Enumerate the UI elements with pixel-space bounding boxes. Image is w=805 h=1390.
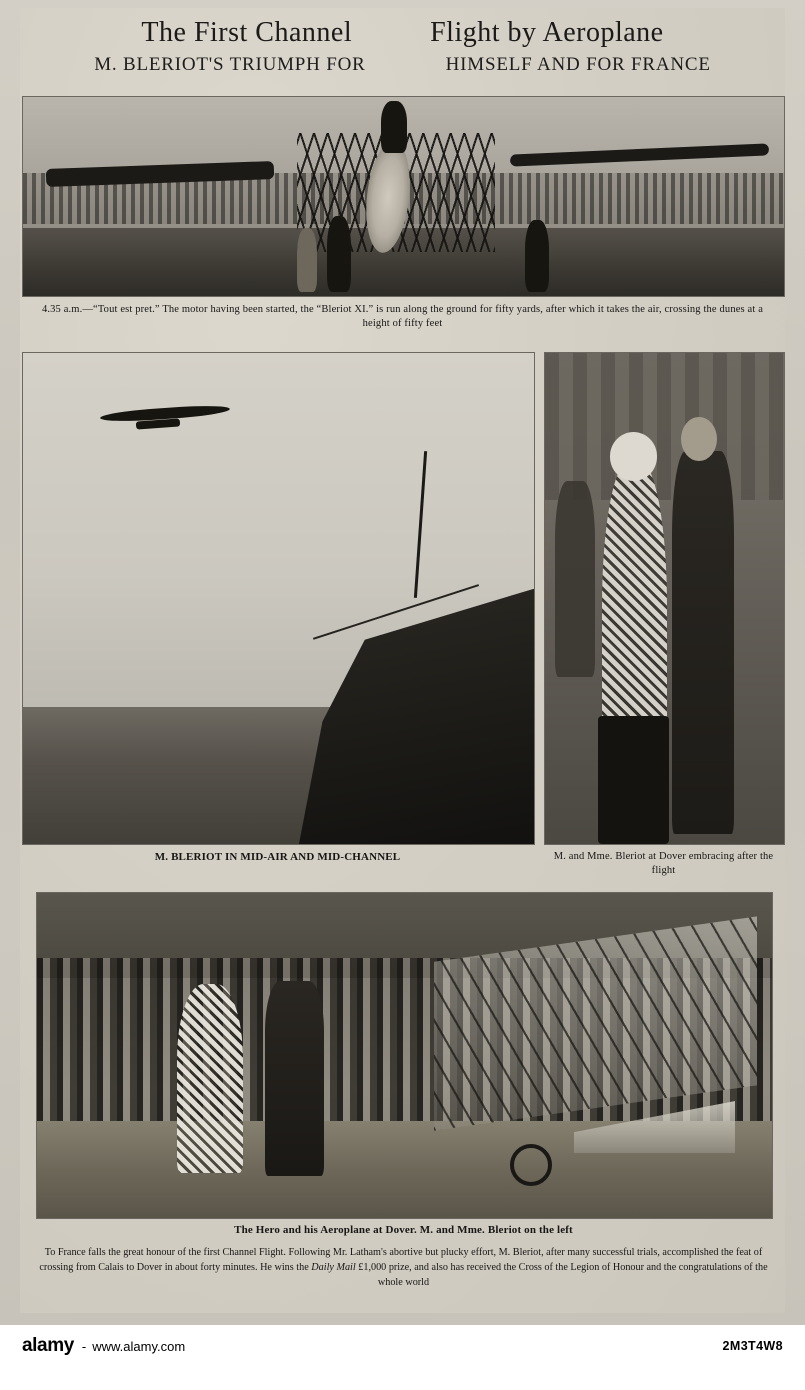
- alamy-footer: [0, 1325, 805, 1390]
- madame-bleriot-figure: [177, 984, 243, 1173]
- body-text-italic: Daily Mail: [311, 1261, 356, 1273]
- photo-embrace: [544, 352, 785, 845]
- ground-crew-figure: [327, 216, 351, 292]
- undercarriage-wheel: [510, 1144, 552, 1186]
- photo-takeoff: [22, 96, 785, 297]
- body-text-part2: £1,000 prize, and also has received the Cross of the Legion of Honour and the congratulations of the whole world: [355, 1261, 768, 1288]
- headline-main-right: Flight by Aeroplane: [430, 17, 664, 48]
- headline-block: [30, 18, 775, 76]
- pilot-figure: [381, 101, 407, 153]
- monsieur-bleriot-head: [681, 417, 717, 461]
- caption-crowd: The Hero and his Aeroplane at Dover. M. and Mme. Bleriot on the left: [234, 1224, 573, 1236]
- alamy-separator: -: [81, 1338, 87, 1354]
- caption-midair: M. BLERIOT IN MID-AIR AND MID-CHANNEL: [154, 851, 401, 863]
- article-body-text: [38, 1246, 769, 1290]
- caption-takeoff: 4.35 a.m.—“Tout est pret.” The motor having been started, the “Bleriot XI.” is run along the ground for fifty yards, after which it takes the air, crossing the dunes at a height of fifty feet: [41, 304, 764, 330]
- alamy-logo: alamy: [22, 1335, 74, 1356]
- bonnet-hat: [610, 432, 658, 481]
- monsieur-bleriot-figure: [265, 981, 324, 1176]
- bystander-figure: [555, 481, 596, 677]
- alamy-footer-inner: [22, 1335, 185, 1357]
- madame-bleriot-skirt: [598, 716, 670, 844]
- headline-main-left: The First Channel: [141, 17, 353, 48]
- headline-sub-right: HIMSELF AND FOR FRANCE: [445, 54, 711, 76]
- caption-embrace: M. and Mme. Bleriot at Dover embracing after the flight: [553, 851, 774, 877]
- body-text-part1: To France falls the great honour of the first Channel Flight. Following Mr. Latham's abortive but plucky effort, M. Bleriot, after many successful trials, accomplished the feat of crossing from Calais to Dover in about forty minutes. He wins the: [39, 1247, 763, 1273]
- ground-crew-figure: [525, 220, 549, 292]
- headline-sub: [30, 54, 775, 76]
- aeroplane-in-flight: [100, 402, 230, 428]
- alamy-url[interactable]: www.alamy.com: [92, 1338, 186, 1354]
- ground-crew-figure: [297, 228, 317, 292]
- alamy-image-id: 2M3T4W8: [722, 1339, 783, 1353]
- headline-sub-left: M. BLERIOT'S TRIUMPH FOR: [94, 54, 366, 76]
- photo-midair: [22, 352, 535, 845]
- monsieur-bleriot-figure: [672, 451, 734, 834]
- station-canopy: [545, 353, 784, 500]
- photo-crowd: [36, 892, 773, 1219]
- aeroplane-tail: [135, 419, 179, 430]
- headline-main: [30, 18, 775, 47]
